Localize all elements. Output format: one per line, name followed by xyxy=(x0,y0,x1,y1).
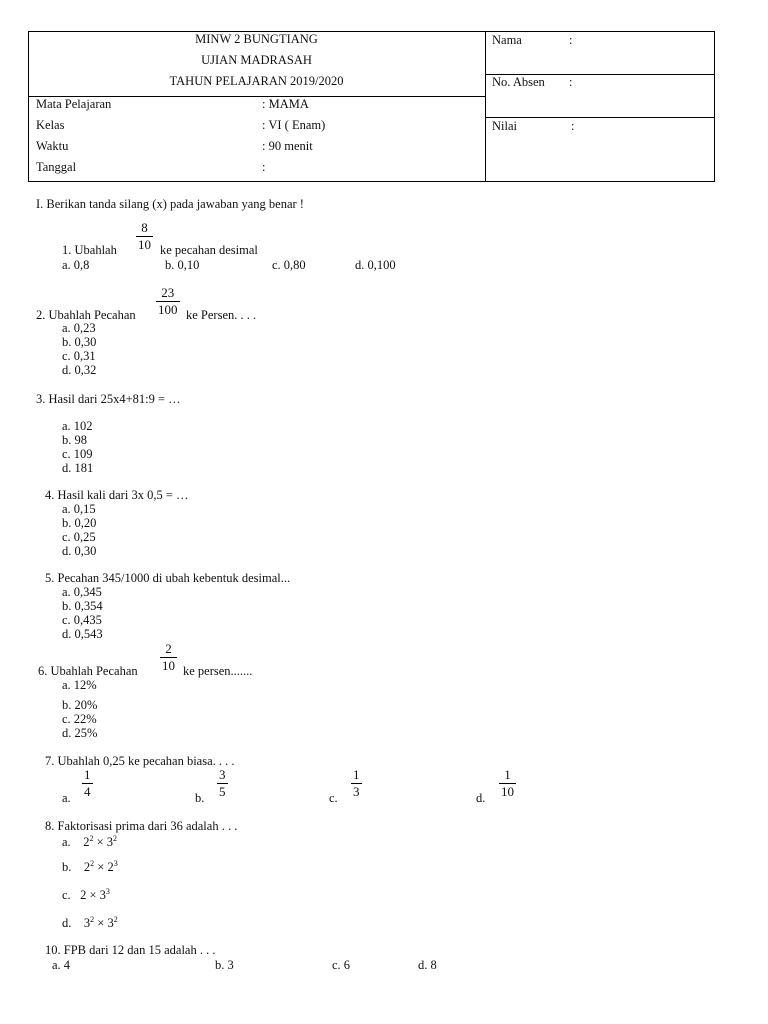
colon-score: : xyxy=(571,119,575,133)
base-1: 2 xyxy=(83,860,91,874)
fraction-numerator: 23 xyxy=(161,285,175,300)
option-b[interactable]: b. 20% xyxy=(62,698,98,712)
option-d[interactable]: d. 0,100 xyxy=(355,258,396,272)
option-c-fraction[interactable] xyxy=(351,768,362,799)
option-a[interactable]: a. 0,345 xyxy=(62,585,102,599)
fraction-denominator: 4 xyxy=(84,784,91,799)
label-absen: No. Absen xyxy=(492,75,545,89)
option-b[interactable]: b. 0,30 xyxy=(62,335,97,349)
label-score: Nilai xyxy=(492,119,517,133)
exponent-2: 2 xyxy=(113,834,117,843)
value-time: : 90 menit xyxy=(262,139,313,153)
option-a[interactable] xyxy=(62,835,117,849)
base-1: 2 xyxy=(80,888,87,902)
label-name: Nama xyxy=(492,33,522,47)
question-6-suffix: ke persen....... xyxy=(183,664,253,678)
option-d[interactable]: d. 181 xyxy=(62,461,94,475)
times-operator: × xyxy=(96,835,104,849)
option-d[interactable]: d. 25% xyxy=(62,726,98,740)
option-d[interactable]: d. 8 xyxy=(418,958,437,972)
option-c[interactable]: c. 6 xyxy=(332,958,351,972)
exam-title: UJIAN MADRASAH xyxy=(201,53,312,67)
question-5-text: 5. Pecahan 345/1000 di ubah kebentuk desimal... xyxy=(45,571,291,585)
option-a[interactable]: a. 12% xyxy=(62,678,97,692)
base-1: 3 xyxy=(83,916,91,930)
option-a[interactable]: a. 0,23 xyxy=(62,321,96,335)
times-operator: × xyxy=(97,860,105,874)
option-c[interactable]: c. 0,31 xyxy=(62,349,96,363)
instruction: I. Berikan tanda silang (x) pada jawaban yang benar ! xyxy=(36,197,304,211)
option-b[interactable]: b. 0,10 xyxy=(165,258,200,272)
option-d[interactable]: d. 0,32 xyxy=(62,363,97,377)
base-2: 2 xyxy=(107,860,114,874)
option-b[interactable]: b. 3 xyxy=(215,958,234,972)
fraction-denominator: 100 xyxy=(158,302,178,317)
times-operator: × xyxy=(89,888,97,902)
fraction-denominator: 10 xyxy=(162,658,175,673)
exponent-2: 3 xyxy=(105,887,110,896)
option-letter: b. xyxy=(62,860,72,874)
times-operator: × xyxy=(97,916,105,930)
question-10-text: 10. FPB dari 12 dan 15 adalah . . . xyxy=(45,943,216,957)
fraction-numerator: 1 xyxy=(353,767,360,782)
fraction-denominator: 10 xyxy=(501,784,514,799)
question-1-suffix: ke pecahan desimal xyxy=(160,243,258,257)
label-class: Kelas xyxy=(36,118,65,132)
option-b-fraction[interactable] xyxy=(217,768,228,799)
fraction-numerator: 2 xyxy=(165,641,172,656)
fraction-denominator: 10 xyxy=(138,237,151,252)
question-1-text: 1. Ubahlah xyxy=(62,243,117,257)
academic-year: TAHUN PELAJARAN 2019/2020 xyxy=(169,74,344,88)
option-c[interactable]: c. 0,25 xyxy=(62,530,96,544)
fraction-numerator: 8 xyxy=(141,220,148,235)
label-date: Tanggal xyxy=(36,160,77,174)
question-2-fraction xyxy=(156,286,180,317)
option-c[interactable]: c. 0,80 xyxy=(272,258,306,272)
option-b[interactable]: b. 0,20 xyxy=(62,516,97,530)
option-c[interactable]: c. 22% xyxy=(62,712,97,726)
exponent-1: 2 xyxy=(89,834,94,843)
fraction-numerator: 3 xyxy=(219,767,226,782)
exponent-2: 2 xyxy=(113,915,118,924)
school-name: MINW 2 BUNGTIANG xyxy=(195,32,318,46)
option-d[interactable]: d. 0,543 xyxy=(62,627,103,641)
fraction-denominator: 3 xyxy=(353,784,360,799)
option-a[interactable]: a. 0,15 xyxy=(62,502,96,516)
option-b[interactable]: b. 0,354 xyxy=(62,599,103,613)
option-a-fraction[interactable] xyxy=(82,768,93,799)
option-d-letter[interactable]: d. xyxy=(476,791,486,805)
exponent-1: 2 xyxy=(90,915,95,924)
question-2-suffix: ke Persen. . . . xyxy=(186,308,257,322)
option-d[interactable]: d. 0,30 xyxy=(62,544,97,558)
value-date: : xyxy=(262,160,266,174)
question-1-fraction xyxy=(136,221,153,252)
option-b-letter[interactable]: b. xyxy=(195,791,205,805)
question-3-text: 3. Hasil dari 25x4+81:9 = … xyxy=(36,392,181,406)
question-8-text: 8. Faktorisasi prima dari 36 adalah . . . xyxy=(45,819,238,833)
value-subject: : MAMA xyxy=(262,97,309,111)
option-letter: c. xyxy=(62,888,71,902)
question-6-fraction xyxy=(160,642,177,673)
value-class: : VI ( Enam) xyxy=(262,118,326,132)
base-2: 3 xyxy=(106,835,113,849)
option-d[interactable] xyxy=(62,916,118,930)
base-1: 2 xyxy=(83,835,90,849)
option-a[interactable]: a. 0,8 xyxy=(62,258,90,272)
option-b[interactable] xyxy=(62,860,118,874)
fraction-numerator: 1 xyxy=(84,767,91,782)
base-2: 3 xyxy=(99,888,106,902)
option-b[interactable]: b. 98 xyxy=(62,433,87,447)
fraction-denominator: 5 xyxy=(219,784,226,799)
question-6-text: 6. Ubahlah Pecahan xyxy=(38,664,138,678)
exponent-2: 3 xyxy=(113,859,118,868)
question-7-text: 7. Ubahlah 0,25 ke pecahan biasa. . . . xyxy=(45,754,235,768)
base-2: 3 xyxy=(107,916,114,930)
option-letter: d. xyxy=(62,916,72,930)
option-d-fraction[interactable] xyxy=(499,768,516,799)
label-subject: Mata Pelajaran xyxy=(36,97,112,111)
colon-absen: : xyxy=(569,75,573,89)
label-time: Waktu xyxy=(36,139,69,153)
option-a[interactable]: a. 4 xyxy=(52,958,71,972)
question-2-text: 2. Ubahlah Pecahan xyxy=(36,308,136,322)
fraction-numerator: 1 xyxy=(504,767,511,782)
option-c-letter[interactable]: c. xyxy=(329,791,338,805)
colon-name: : xyxy=(569,33,573,47)
option-c[interactable]: c. 0,435 xyxy=(62,613,102,627)
exponent-1: 2 xyxy=(90,859,95,868)
option-letter: a. xyxy=(62,835,71,849)
question-4-text: 4. Hasil kali dari 3x 0,5 = … xyxy=(45,488,189,502)
option-c[interactable]: c. 109 xyxy=(62,447,93,461)
option-c[interactable] xyxy=(62,888,110,902)
option-a[interactable]: a. 102 xyxy=(62,419,93,433)
option-a-letter[interactable]: a. xyxy=(62,791,71,805)
